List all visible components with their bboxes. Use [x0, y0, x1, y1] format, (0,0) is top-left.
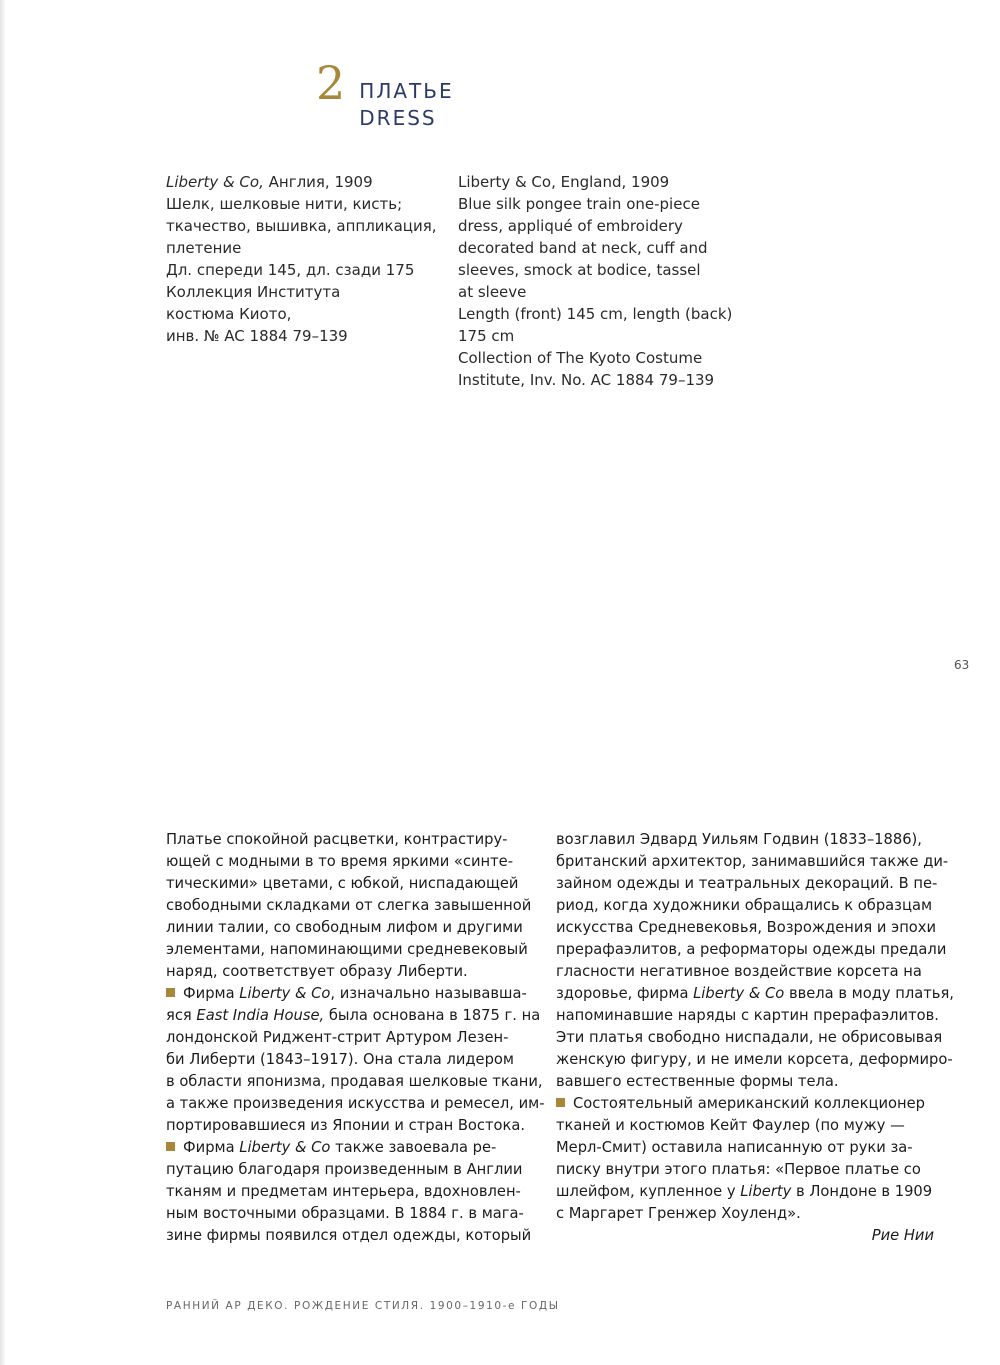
- meta-line: Коллекция Института: [166, 283, 341, 301]
- text-line: в области японизма, продавая шелковые ткани,: [166, 1073, 543, 1090]
- catalog-info-ru: [166, 171, 436, 347]
- page-edge-shadow: [0, 0, 6, 1365]
- meta-line: Length (front) 145 cm, length (back): [458, 305, 733, 323]
- text-line: Платье спокойной расцветки, контрастиру-: [166, 831, 508, 848]
- catalog-info-en: [458, 171, 748, 391]
- text-line: прерафаэлитов, а реформаторы одежды предали: [556, 941, 947, 958]
- page-number: 63: [954, 658, 970, 672]
- meta-line: sleeves, smock at bodice, tassel: [458, 261, 701, 279]
- entry-header: [316, 58, 454, 132]
- entry-number: 2: [316, 56, 346, 110]
- entry-titles: [359, 58, 453, 132]
- text-line: яся East India House, была основана в 1875 г. на: [166, 1007, 541, 1024]
- paragraph-bullet-icon: [166, 1142, 175, 1151]
- text-line: портировавшиеся из Японии и стран Востока.: [166, 1117, 526, 1134]
- text-line: наряд, соответствует образу Либерти.: [166, 963, 468, 980]
- text-line: возглавил Эдвард Уильям Годвин (1833–1886),: [556, 831, 922, 848]
- meta-line: Blue silk pongee train one-piece: [458, 195, 700, 213]
- meta-line: инв. № AC 1884 79–139: [166, 327, 348, 345]
- meta-line: Institute, Inv. No. AC 1884 79–139: [458, 371, 715, 389]
- text-line: писку внутри этого платья: «Первое платье со: [556, 1161, 921, 1178]
- meta-line: Дл. спереди 145, дл. сзади 175: [166, 261, 415, 279]
- text-line: ющей с модными в то время яркими «синте-: [166, 853, 514, 870]
- running-footer: РАННИЙ АР ДЕКО. РОЖДЕНИЕ СТИЛЯ. 1900–1910-е ГОДЫ: [166, 1300, 560, 1312]
- text-line: зайном одежды и театральных декораций. В пе-: [556, 875, 938, 892]
- maker-line-ru: [166, 171, 436, 193]
- text-line: Состоятельный американский коллекционер: [556, 1093, 928, 1115]
- text-line: линии талии, со свободным лифом и другими: [166, 919, 523, 936]
- body-column-right: [556, 829, 954, 1247]
- text-line: с Маргарет Гренжер Хоуленд».: [556, 1205, 801, 1222]
- meta-line: костюма Киото,: [166, 305, 292, 323]
- paragraph-bullet-icon: [556, 1098, 565, 1107]
- meta-line: ткачество, вышивка, аппликация,: [166, 217, 437, 235]
- text-line: свободными складками от слегка завышенной: [166, 897, 532, 914]
- title-ru: ПЛАТЬЕ: [359, 79, 454, 103]
- title-en: DRESS: [359, 106, 437, 130]
- text-line: элементами, напоминающими средневековый: [166, 941, 528, 958]
- text-line: би Либерти (1843–1917). Она стала лидером: [166, 1051, 514, 1068]
- text-line: Эти платья свободно ниспадали, не обрисовывая: [556, 1029, 943, 1046]
- meta-line: Шелк, шелковые нити, кисть;: [166, 195, 403, 213]
- meta-line: dress, appliqué of embroidery: [458, 217, 683, 235]
- maker-name: Liberty & Co,: [166, 173, 264, 191]
- text-line: ным восточными образцами. В 1884 г. в мага-: [166, 1205, 524, 1222]
- meta-line: Liberty & Co, England, 1909: [458, 173, 670, 191]
- meta-line: at sleeve: [458, 283, 527, 301]
- text-line: Фирма Liberty & Co, изначально называвша-: [166, 983, 538, 1005]
- text-line: напоминавшие наряды с картин прерафаэлитов.: [556, 1007, 939, 1024]
- text-line: зине фирмы появился отдел одежды, который: [166, 1227, 532, 1244]
- text-line: лондонской Риджент-стрит Артуром Лезен-: [166, 1029, 509, 1046]
- origin-year: Англия, 1909: [263, 173, 373, 191]
- text-line: вавшего естественные формы тела.: [556, 1073, 839, 1090]
- text-line: здоровье, фирма Liberty & Co ввела в моду платья,: [556, 985, 954, 1002]
- text-line: Фирма Liberty & Co также завоевала ре-: [166, 1137, 538, 1159]
- meta-line: 175 cm: [458, 327, 515, 345]
- text-line: а также произведения искусства и ремесел, им-: [166, 1095, 545, 1112]
- body-column-left: [166, 829, 545, 1247]
- text-line: британский архитектор, занимавшийся также ди-: [556, 853, 949, 870]
- text-line: искусства Средневековья, Возрождения и эпохи: [556, 919, 937, 936]
- paragraph-bullet-icon: [166, 988, 175, 997]
- text-line: гласности негативное воздействие корсета на: [556, 963, 922, 980]
- text-line: шлейфом, купленное у Liberty в Лондоне в 1909: [556, 1183, 933, 1200]
- text-line: Мерл-Смит) оставила написанную от руки за-: [556, 1139, 913, 1156]
- text-line: риод, когда художники обращались к образцам: [556, 897, 933, 914]
- meta-line: decorated band at neck, cuff and: [458, 239, 708, 257]
- text-line: тическими» цветами, с юбкой, ниспадающей: [166, 875, 519, 892]
- author-signature: Рие Нии: [871, 1227, 934, 1244]
- meta-line: Collection of The Kyoto Costume: [458, 349, 703, 367]
- text-line: тканей и костюмов Кейт Фаулер (по мужу —: [556, 1117, 905, 1134]
- text-line: женскую фигуру, и не имели корсета, деформиро-: [556, 1051, 953, 1068]
- text-line: тканям и предметам интерьера, вдохновлен-: [166, 1183, 521, 1200]
- meta-line: плетение: [166, 239, 242, 257]
- text-line: путацию благодаря произведенным в Англии: [166, 1161, 523, 1178]
